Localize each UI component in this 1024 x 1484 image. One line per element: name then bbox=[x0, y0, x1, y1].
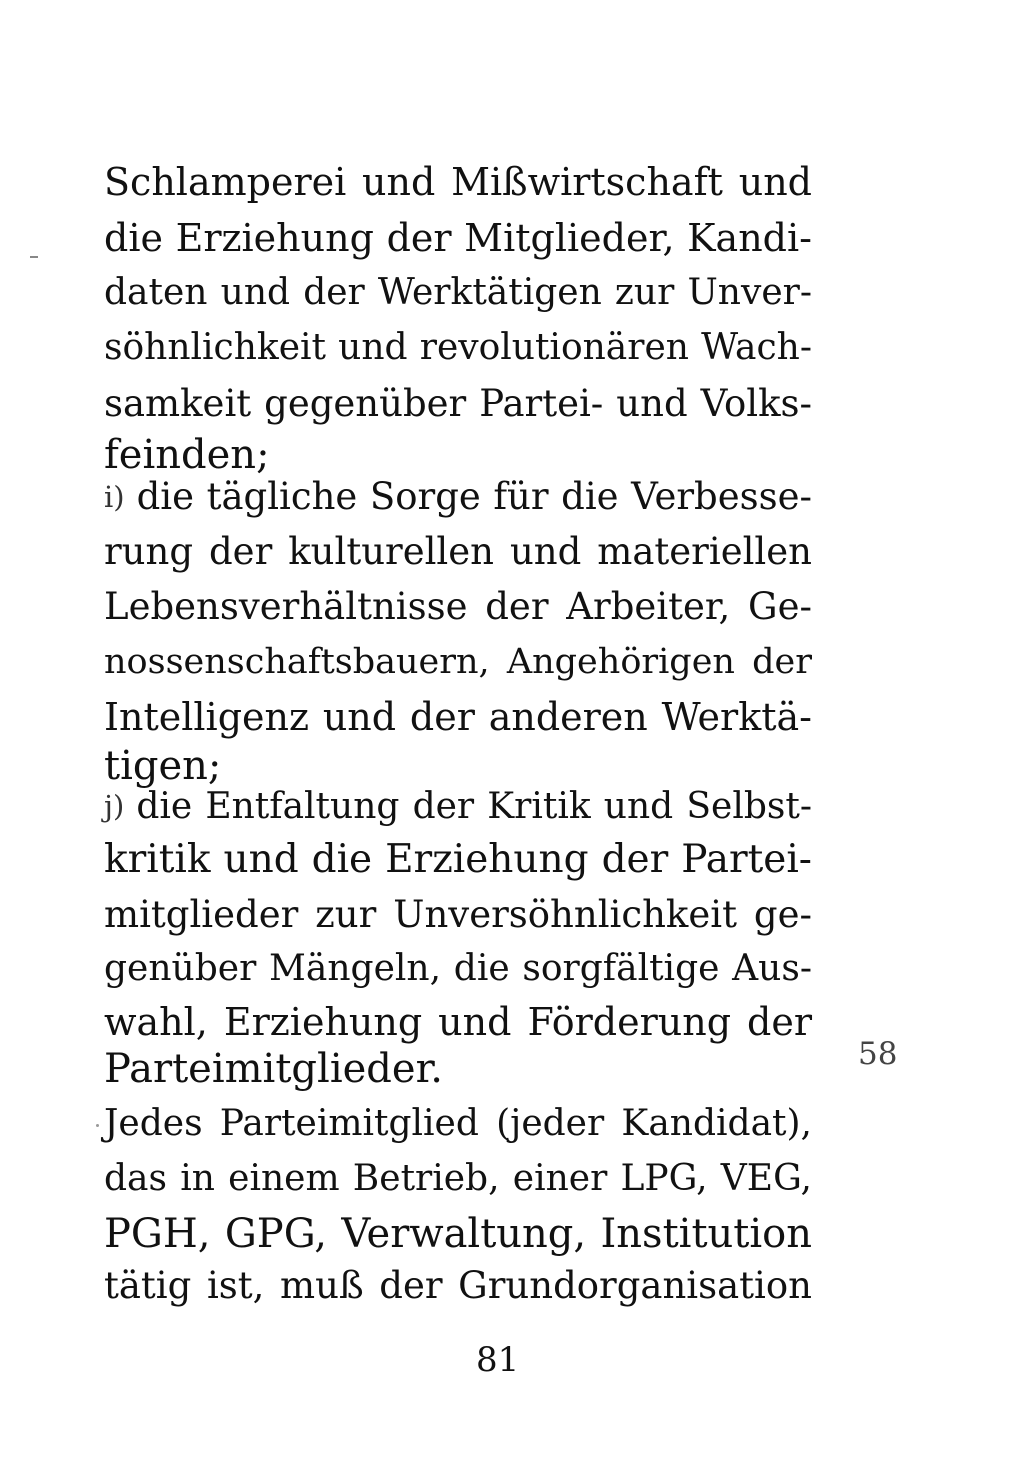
item-i-first-line bbox=[104, 469, 812, 525]
text-line-14: kritik und die Erziehung der Partei- bbox=[104, 837, 812, 882]
margin-mark bbox=[30, 256, 38, 258]
item-i-text: die tägliche Sorge für die Verbesse- bbox=[136, 475, 812, 518]
text-line-4: söhnlichkeit und revolutionären Wach- bbox=[104, 327, 812, 368]
side-number: 58 bbox=[858, 1036, 898, 1072]
item-j-text: die Entfaltung der Kritik und Selbst- bbox=[136, 786, 812, 827]
text-line-1: Schlamperei und Mißwirtschaft und bbox=[104, 160, 812, 204]
text-line-8: rung der kulturellen und materiellen bbox=[104, 530, 812, 573]
item-j-first-line bbox=[104, 778, 812, 834]
text-line-21: PGH, GPG, Verwaltung, Institution bbox=[104, 1211, 812, 1257]
text-line-3: daten und der Werktätigen zur Unver- bbox=[104, 272, 812, 313]
text-line-20: das in einem Betrieb, einer LPG, VEG, bbox=[104, 1158, 812, 1199]
text-line-10: nossenschaftsbauern, Angehörigen der bbox=[104, 642, 812, 682]
text-line-17: wahl, Erziehung und Förderung der bbox=[104, 1000, 812, 1044]
text-line-18: Parteimitglieder. bbox=[104, 1046, 444, 1092]
text-line-15: mitglieder zur Unversöhnlichkeit ge- bbox=[104, 893, 812, 936]
item-j-label: j) bbox=[104, 789, 125, 823]
text-line-6: feinden; bbox=[104, 432, 270, 478]
text-line-5: samkeit gegenüber Partei- und Volks- bbox=[104, 382, 812, 425]
text-line-11: Intelligenz und der anderen Werktä- bbox=[104, 695, 812, 739]
text-line-9: Lebensverhältnisse der Arbeiter, Ge- bbox=[104, 585, 812, 628]
page-number: 81 bbox=[476, 1340, 520, 1380]
text-line-12: tigen; bbox=[104, 743, 222, 789]
text-line-22: tätig ist, muß der Grundorganisation bbox=[104, 1264, 812, 1307]
text-line-16: genüber Mängeln, die sorgfältige Aus- bbox=[104, 948, 812, 989]
margin-dot bbox=[96, 1124, 99, 1127]
text-line-19: Jedes Parteimitglied (jeder Kandidat), bbox=[104, 1103, 812, 1144]
item-i-label: i) bbox=[104, 480, 125, 514]
text-line-2: die Erziehung der Mitglieder, Kandi- bbox=[104, 216, 812, 260]
